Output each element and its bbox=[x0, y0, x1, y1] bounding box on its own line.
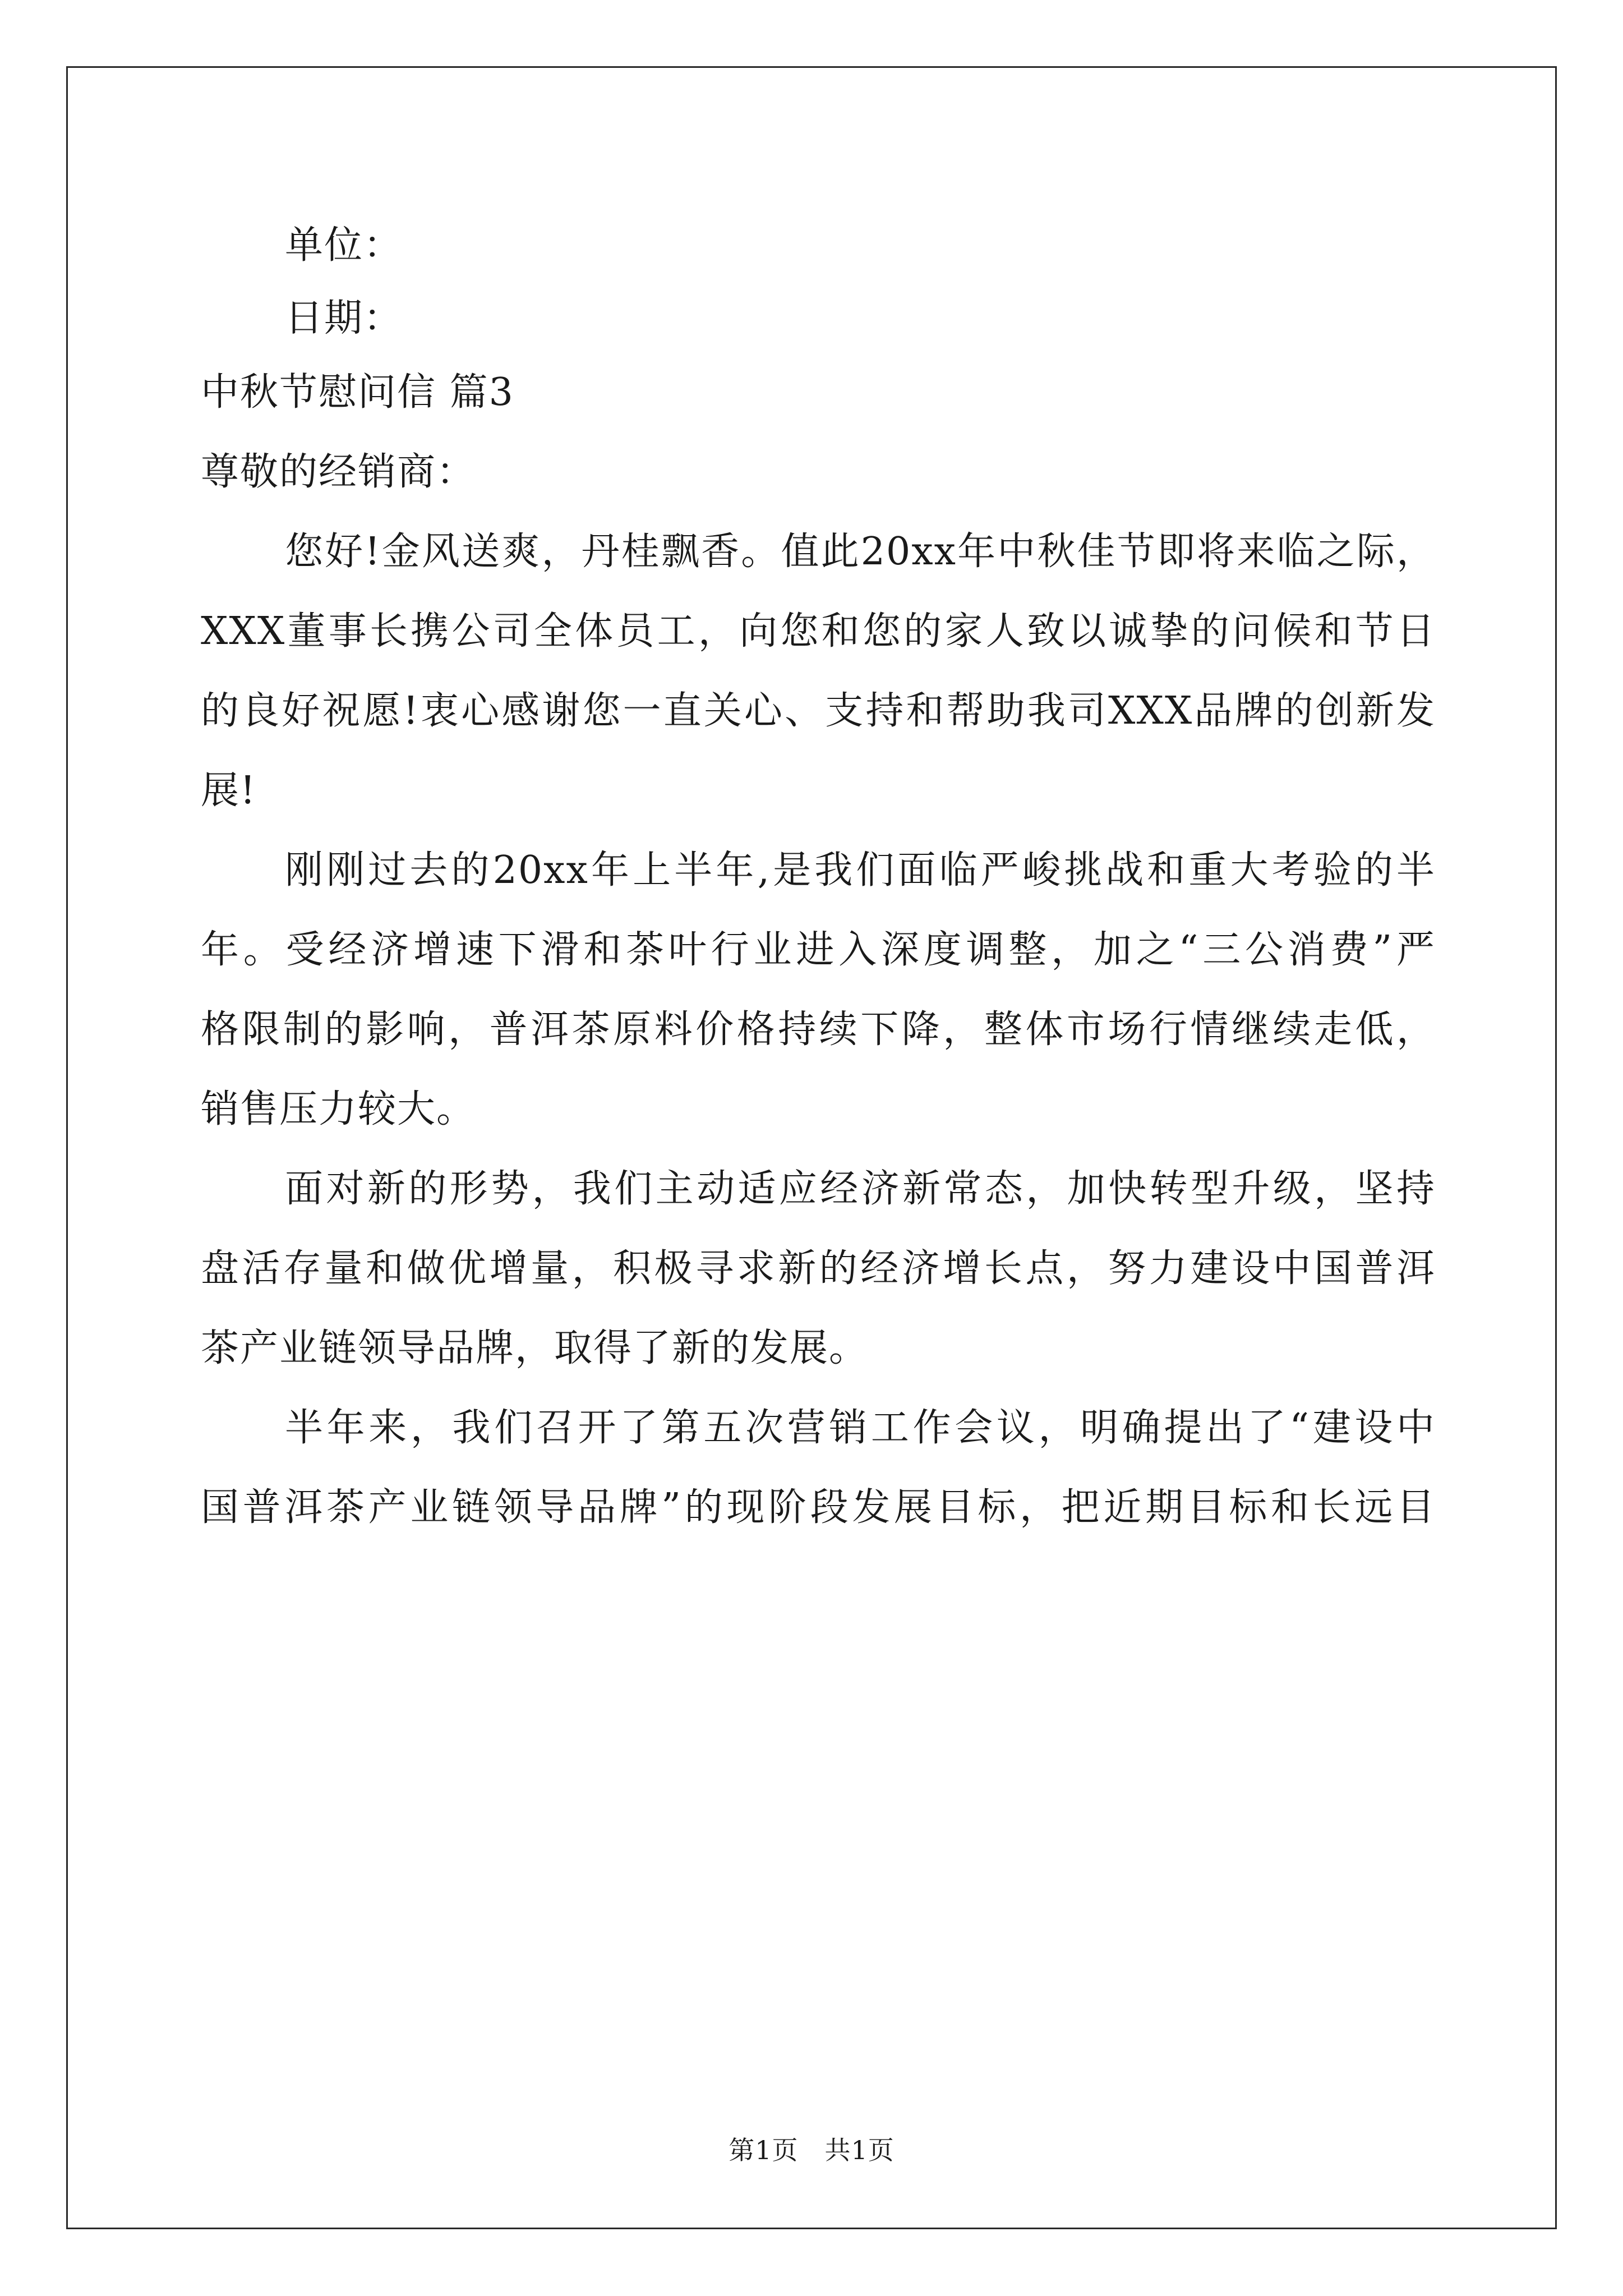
paragraph-line: 您好!金风送爽，丹桂飘香。值此20xx年中秋佳节即将来临之际， bbox=[285, 530, 1436, 574]
paragraph-line: 半年来，我们召开了第五次营销工作会议，明确提出了“建设中 bbox=[285, 1406, 1436, 1450]
paragraph-line: 盘活存量和做优增量，积极寻求新的经济增长点，努力建设中国普洱 bbox=[201, 1246, 1436, 1291]
paragraph-line: 年。受经济增速下滑和茶叶行业进入深度调整，加之“三公消费”严 bbox=[201, 928, 1436, 972]
paragraph-line: 刚刚过去的20xx年上半年,是我们面临严峻挑战和重大考验的半 bbox=[285, 848, 1436, 892]
paragraph-line: 格限制的影响，普洱茶原料价格持续下降，整体市场行情继续走低， bbox=[201, 1007, 1436, 1052]
paragraph-line: XXX董事长携公司全体员工，向您和您的家人致以诚挚的问候和节日 bbox=[201, 609, 1436, 654]
paragraph-line: 茶产业链领导品牌，取得了新的发展。 bbox=[201, 1326, 869, 1370]
paragraph-line: 国普洱茶产业链领导品牌”的现阶段发展目标，把近期目标和长远目 bbox=[201, 1485, 1436, 1530]
paragraph-line: 的良好祝愿!衷心感谢您一直关心、支持和帮助我司XXX品牌的创新发 bbox=[201, 689, 1436, 733]
paragraph-line: 销售压力较大。 bbox=[201, 1087, 476, 1131]
salutation: 尊敬的经销商： bbox=[201, 450, 476, 494]
page-number-footer: 第1页 共1页 bbox=[728, 2135, 895, 2165]
paragraph-line: 面对新的形势，我们主动适应经济新常态，加快转型升级，坚持 bbox=[285, 1167, 1436, 1211]
section-title: 中秋节慰问信 篇3 bbox=[201, 370, 514, 415]
paragraph-line: 展! bbox=[201, 769, 257, 813]
unit-label: 单位： bbox=[285, 223, 403, 268]
date-label: 日期： bbox=[285, 296, 403, 341]
